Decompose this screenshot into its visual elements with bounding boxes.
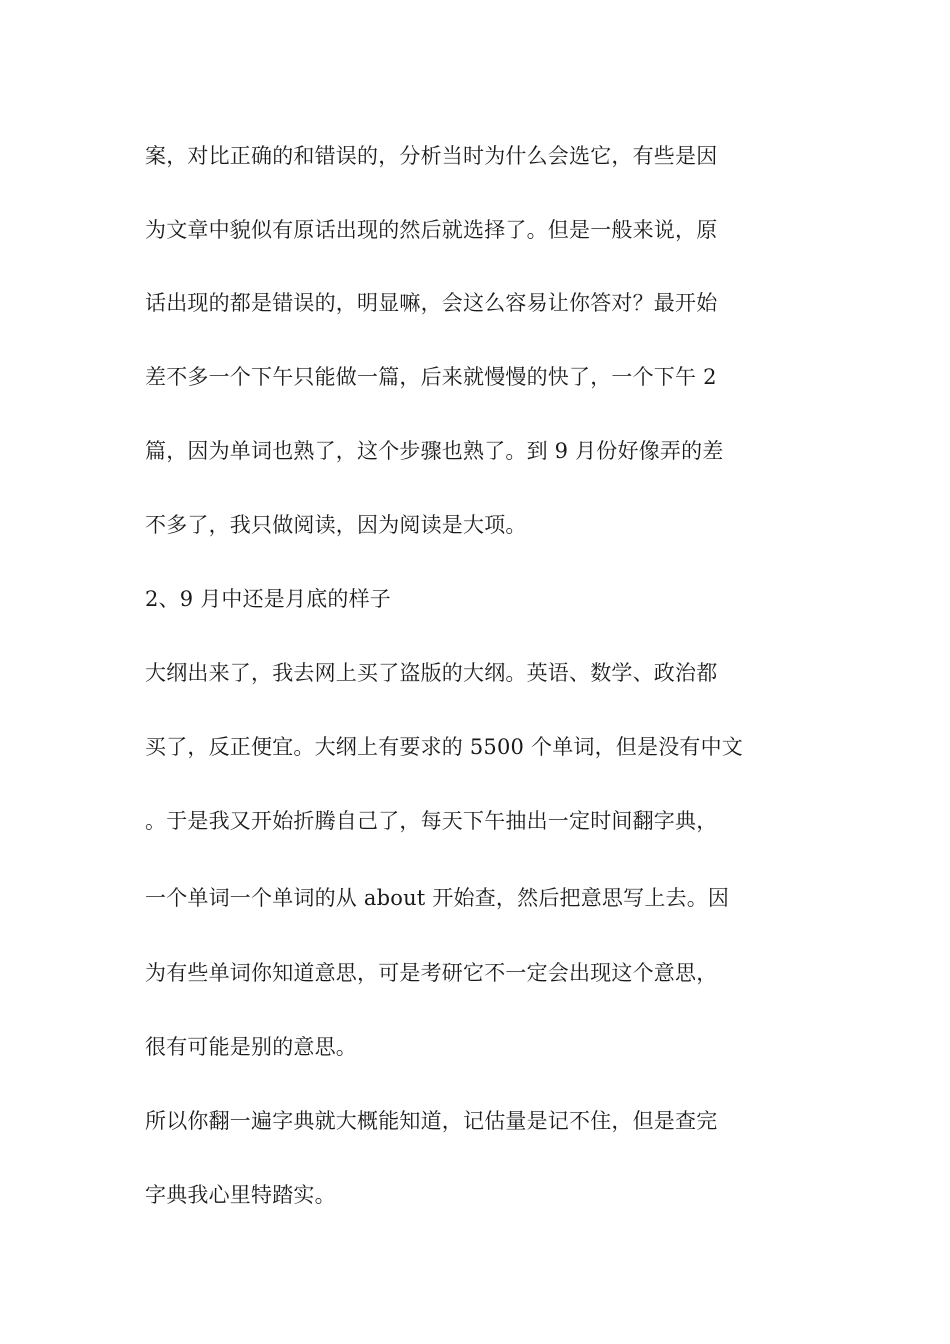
text-line-4: 差不多一个下午只能做一篇，后来就慢慢的快了，一个下午 2 — [145, 365, 717, 389]
section-heading: 2、9 月中还是月底的样子 — [145, 587, 391, 611]
text-line-5: 篇，因为单词也熟了，这个步骤也熟了。到 9 月份好像弄的差 — [145, 439, 724, 463]
text-line-14: 所以你翻一遍字典就大概能知道，记估量是记不住，但是查完 — [145, 1109, 718, 1133]
text-line-9: 买了，反正便宜。大纲上有要求的 5500 个单词，但是没有中文 — [145, 735, 743, 759]
text-line-1: 案，对比正确的和错误的，分析当时为什么会选它，有些是因 — [145, 144, 718, 168]
text-line-2: 为文章中貌似有原话出现的然后就选择了。但是一般来说，原 — [145, 218, 718, 242]
text-line-13: 很有可能是别的意思。 — [145, 1035, 357, 1059]
text-line-12: 为有些单词你知道意思，可是考研它不一定会出现这个意思， — [145, 961, 718, 985]
text-line-3: 话出现的都是错误的，明显嘛，会这么容易让你答对？最开始 — [145, 291, 718, 315]
text-line-15: 字典我心里特踏实。 — [145, 1183, 336, 1207]
text-line-6: 不多了，我只做阅读，因为阅读是大项。 — [145, 513, 527, 537]
text-line-10: 。于是我又开始折腾自己了，每天下午抽出一定时间翻字典， — [145, 809, 718, 833]
text-line-11: 一个单词一个单词的从 about 开始查，然后把意思写上去。因 — [145, 886, 730, 910]
text-line-8: 大纲出来了，我去网上买了盗版的大纲。英语、数学、政治都 — [145, 661, 718, 685]
